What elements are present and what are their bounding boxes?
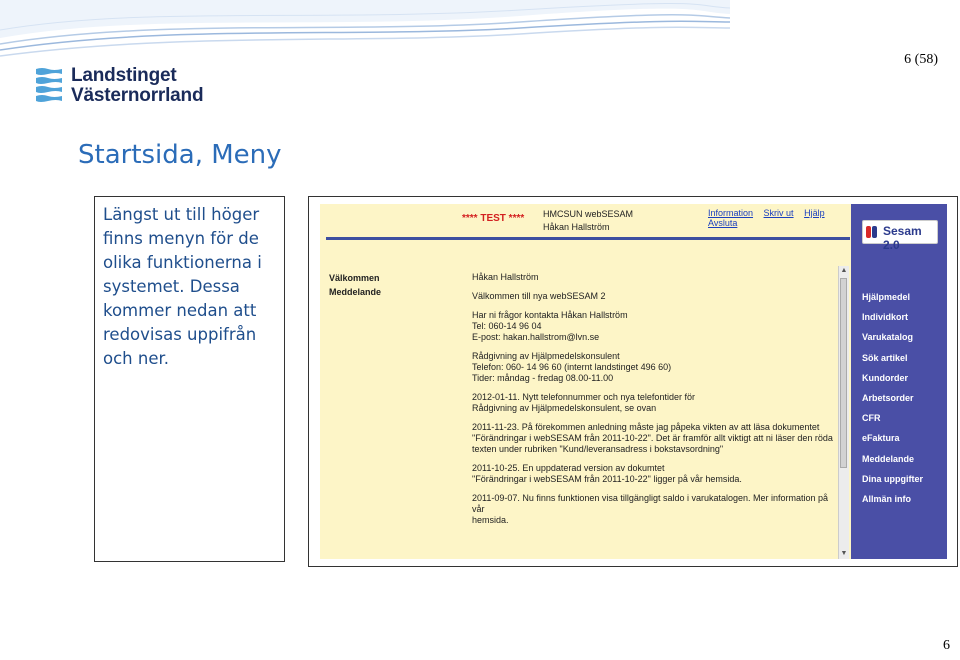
app-name: HMCSUN webSESAM bbox=[543, 209, 634, 219]
sesam-brand: Sesam 2.0 bbox=[883, 224, 922, 252]
test-label: **** TEST **** bbox=[462, 213, 525, 224]
slide-title: Startsida, Meny bbox=[78, 140, 282, 170]
menu-item-allman-info[interactable]: Allmän info bbox=[862, 494, 911, 505]
screenshot-frame bbox=[308, 196, 958, 567]
content-line: 2011-11-23. På förekommen anledning måste jag påpeka vikten av att läsa dokumentet bbox=[472, 422, 820, 432]
nav-item-message[interactable]: Meddelande bbox=[329, 287, 382, 297]
app-header bbox=[320, 204, 850, 238]
content-block bbox=[472, 422, 842, 455]
sesam-logo bbox=[862, 220, 938, 252]
menu-item-cfr[interactable]: CFR bbox=[862, 413, 881, 424]
content-line: 2011-09-07. Nu finns funktionen visa tillgängligt saldo i varukatalogen. Mer information på vår bbox=[472, 493, 829, 514]
content-line: 2011-10-25. En uppdaterad version av dokumtet bbox=[472, 463, 665, 473]
menu-item-individkort[interactable]: Individkort bbox=[862, 312, 909, 323]
content-line: Välkommen till nya webSESAM 2 bbox=[472, 291, 606, 301]
link-print[interactable]: Skriv ut bbox=[763, 208, 794, 218]
side-menu bbox=[862, 287, 923, 509]
slide-footer-number: 6 bbox=[943, 638, 950, 653]
description-textbox bbox=[94, 196, 285, 562]
menu-item-kundorder[interactable]: Kundorder bbox=[862, 372, 908, 383]
header-divider bbox=[326, 237, 850, 240]
scroll-down-icon[interactable]: ▼ bbox=[840, 550, 848, 557]
page-number: 6 (58) bbox=[904, 52, 938, 67]
content-line: E-post: hakan.hallstrom@lvn.se bbox=[472, 332, 600, 342]
menu-item-varukatalog[interactable]: Varukatalog bbox=[862, 332, 914, 343]
menu-item-sok-artikel[interactable]: Sök artikel bbox=[862, 352, 908, 363]
left-nav bbox=[329, 271, 381, 299]
content-line: Håkan Hallström bbox=[472, 272, 539, 282]
menu-item-meddelande[interactable]: Meddelande bbox=[862, 453, 915, 464]
content-line: Tel: 060-14 96 04 bbox=[472, 321, 542, 331]
link-logout[interactable]: Avsluta bbox=[708, 218, 738, 228]
user-name: Håkan Hallström bbox=[543, 222, 610, 232]
content-line: texten under rubriken "Kund/leveransadress i bokstavsordning" bbox=[472, 444, 724, 454]
nav-item-welcome[interactable]: Välkommen bbox=[329, 273, 380, 283]
content-scrollbar[interactable] bbox=[838, 266, 849, 559]
logo-line1: Landstinget bbox=[71, 65, 177, 86]
content-line: hemsida. bbox=[472, 515, 509, 525]
app-info bbox=[543, 208, 633, 234]
menu-item-efaktura[interactable]: eFaktura bbox=[862, 433, 900, 444]
top-links bbox=[708, 208, 850, 228]
content-block bbox=[472, 272, 842, 283]
logo-wave-icon bbox=[34, 67, 64, 107]
content-line: Rådgivning av Hjälpmedelskonsulent bbox=[472, 351, 620, 361]
side-menu-panel bbox=[851, 204, 947, 559]
content-block bbox=[472, 493, 842, 526]
menu-item-hjalpmedel[interactable]: Hjälpmedel bbox=[862, 292, 911, 302]
content-block bbox=[472, 392, 842, 414]
menu-item-dina-uppgifter[interactable]: Dina uppgifter bbox=[862, 473, 923, 484]
content-line: "Förändringar i webSESAM från 2011-10-22". Det är framför allt viktigt att ni läser den röda bbox=[472, 433, 833, 443]
content-line: Telefon: 060- 14 96 60 (internt landstinget 496 60) bbox=[472, 362, 672, 372]
content-line: 2012-01-11. Nytt telefonnummer och nya telefontider för bbox=[472, 392, 695, 402]
content-block bbox=[472, 310, 842, 343]
content-line: "Förändringar i webSESAM från 2011-10-22" ligger på vår hemsida. bbox=[472, 474, 742, 484]
welcome-content bbox=[472, 272, 842, 534]
content-line: Rådgivning av Hjälpmedelskonsulent, se ovan bbox=[472, 403, 657, 413]
content-line: Har ni frågor kontakta Håkan Hallström bbox=[472, 310, 628, 320]
logo bbox=[34, 67, 204, 109]
description-text: Längst ut till höger finns menyn för de olika funktionerna i systemet. Dessa kommer nedan att redovisas uppifrån och ner. bbox=[103, 205, 262, 368]
content-line: Tider: måndag - fredag 08.00-11.00 bbox=[472, 373, 614, 383]
scroll-thumb[interactable] bbox=[840, 278, 847, 468]
link-help[interactable]: Hjälp bbox=[804, 208, 825, 218]
scroll-up-icon[interactable]: ▲ bbox=[840, 267, 848, 274]
menu-item-arbetsorder[interactable]: Arbetsorder bbox=[862, 393, 914, 404]
websesam-screenshot bbox=[320, 204, 947, 559]
sesam-logo-icon bbox=[866, 225, 878, 239]
content-block bbox=[472, 291, 842, 302]
content-block bbox=[472, 463, 842, 485]
content-block bbox=[472, 351, 842, 384]
logo-line2: Västernorrland bbox=[71, 85, 204, 106]
header-wave-decoration bbox=[0, 0, 740, 60]
link-information[interactable]: Information bbox=[708, 208, 754, 218]
